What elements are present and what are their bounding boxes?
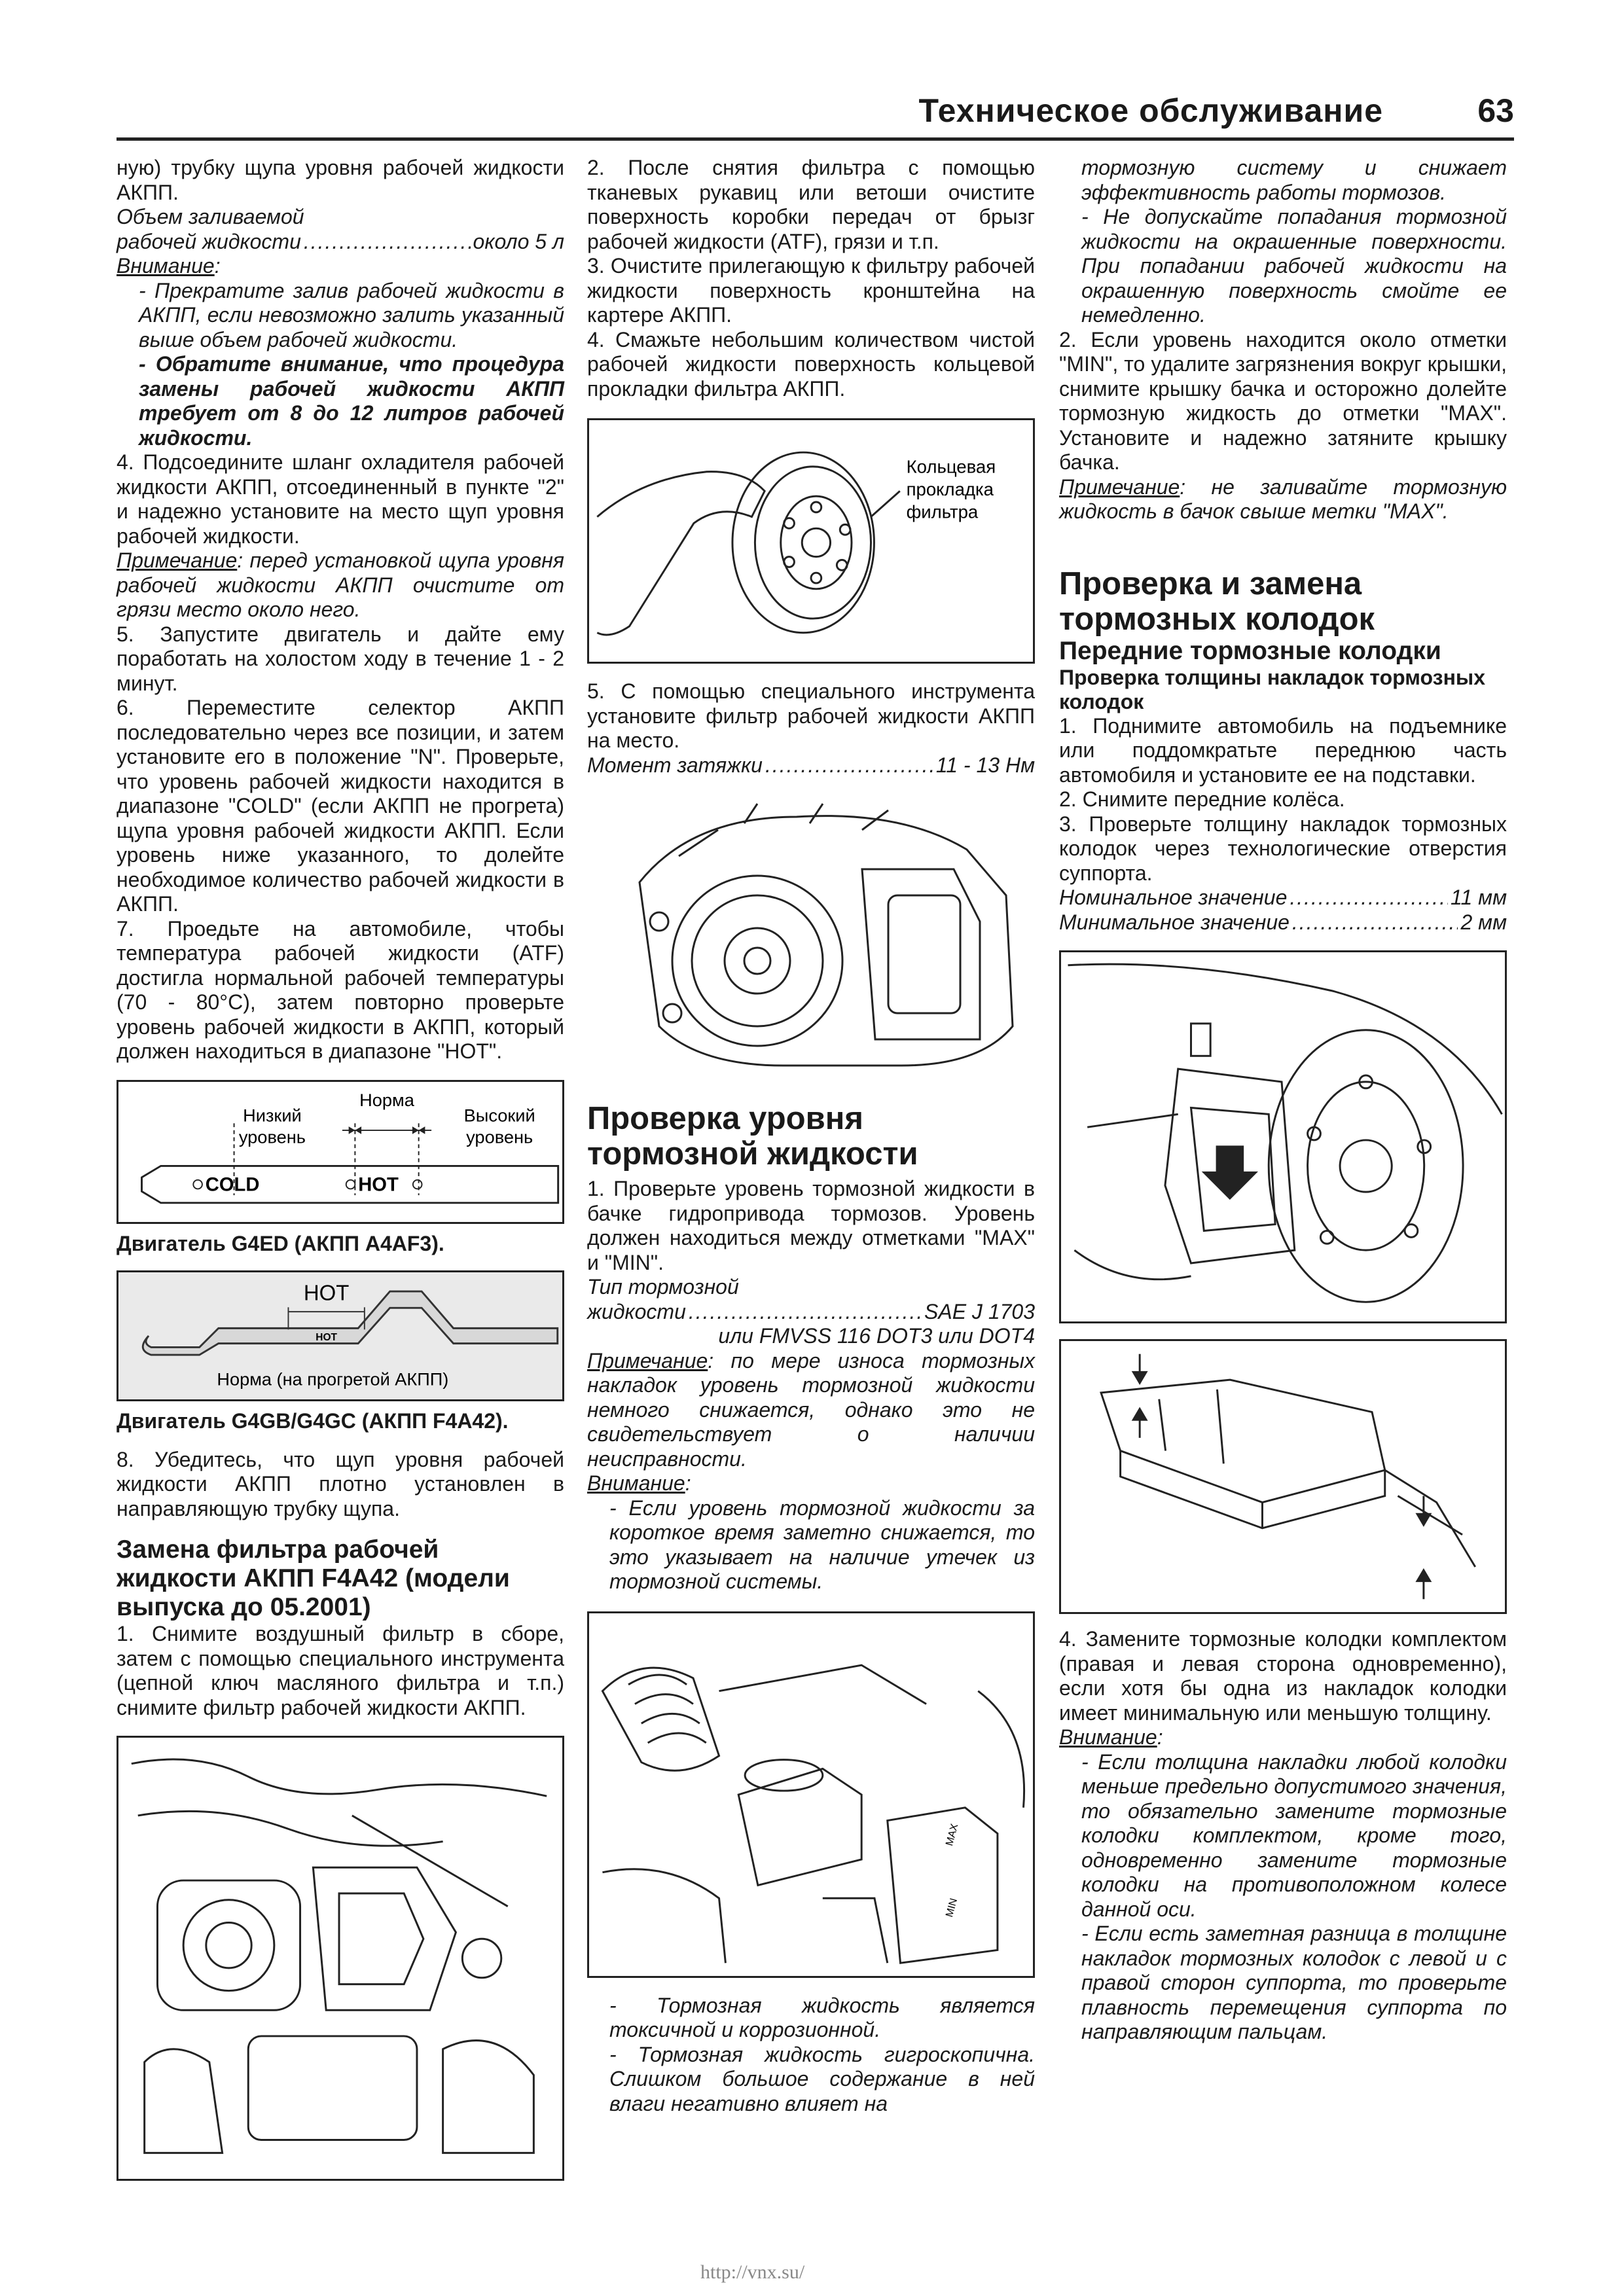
step: 2. После снятия фильтра с помощью тканевых рукавиц или ветоши очистите поверхность коробки передач от брызг рабочей жидкости (ATF), грязи и т.п. [587, 156, 1035, 253]
footer-url: http://vnx.su/ [700, 2261, 805, 2283]
label-hot-range: HOT [303, 1280, 350, 1305]
filter-figure [587, 418, 1035, 664]
label-max: MAX [944, 1822, 961, 1847]
attention-label: Внимание: [117, 254, 221, 278]
subsubsection-title: Проверка толщины накладок тормозных колодок [1059, 665, 1486, 713]
figure-caption: Двигатель G4ED (АКПП A4AF3). [117, 1231, 444, 1255]
column-2 [587, 156, 1035, 2116]
step: 2. Снимите передние колёса. [1059, 787, 1345, 811]
spec-label: Тип тормозной [587, 1275, 739, 1299]
note: Примечание: по мере износа тормозных накладок уровень тормозной жидкости немного снижается, однако это не свидетельствует о наличии неисправности. [587, 1348, 1035, 1471]
label-norm-hot: Норма (на прогретой АКПП) [217, 1369, 449, 1390]
column-3 [1059, 156, 1507, 2045]
warning: - Тормозная жидкость гигроскопична. Слишком большое содержание в ней влаги негативно влияет на [609, 2042, 1035, 2115]
dipstick-diagram-2 [118, 1272, 562, 1399]
attention-label: Внимание: [1059, 1725, 1163, 1749]
warning: - Не допускайте попадания тормозной жидкости на окрашенные поверхности. При попадании рабочей жидкости на окрашенную поверхность смойте ее немедленно. [1081, 205, 1507, 327]
label-gasket-3: фильтра [906, 501, 979, 522]
warning-bold: - Обратите внимание, что процедура замены рабочей жидкости АКПП требует от 8 до 12 литров рабочей жидкости. [139, 352, 564, 450]
paragraph: ную) трубку щупа уровня рабочей жидкости АКПП. [117, 156, 564, 204]
step: 4. Смажьте небольшим количеством чистой рабочей жидкости поверхность кольцевой прокладки фильтра АКПП. [587, 327, 1035, 401]
warning-continued: тормозную систему и снижает эффективность работы тормозов. [1081, 156, 1507, 204]
spec-row: Номинальное значение ..... 11 мм [1059, 886, 1507, 910]
page-header [117, 92, 1514, 141]
column-1 [117, 156, 564, 2181]
brake-pad-figure [1059, 1339, 1507, 1614]
step: 5. С помощью специального инструмента установите фильтр рабочей жидкости АКПП на место. [587, 679, 1035, 752]
label-cold: COLD [205, 1174, 260, 1195]
note: Примечание: перед установкой щупа уровня рабочей жидкости АКПП очистите от грязи место около него. [117, 548, 564, 621]
warning: - Если уровень тормозной жидкости за короткое время заметно снижается, то это указывает на наличие утечек из тормозной системы. [609, 1496, 1035, 1593]
label-hot: HOT [358, 1174, 399, 1195]
transmission-figure [587, 791, 1035, 1079]
step: 1. Снимите воздушный фильтр в сборе, затем с помощью специального инструмента (цепной ключ масляного фильтра и т.п.) снимите фильтр рабочей жидкости АКПП. [117, 1622, 564, 1719]
step: 8. Убедитесь, что щуп уровня рабочей жидкости АКПП плотно установлен в направляющую трубку щупа. [117, 1447, 564, 1520]
engine-bay-figure [117, 1736, 564, 2181]
filter-drawing [589, 420, 1033, 662]
label-high-2: уровень [466, 1126, 533, 1147]
brake-reservoir-drawing [589, 1613, 1033, 1976]
label-high: Высокий [463, 1104, 535, 1125]
dipstick-diagram [118, 1082, 562, 1222]
label-norm: Норма [359, 1089, 414, 1110]
label-min: MIN [944, 1897, 960, 1918]
step: 3. Очистите прилегающую к фильтру рабочей жидкости поверхность кронштейна на картере АКПП. [587, 254, 1035, 327]
section-title: Проверка уровня тормозной жидкости [587, 1101, 918, 1172]
spec-row: рабочей жидкости ..... около 5 л [117, 230, 564, 255]
spec-value: или FMVSS 116 DOT3 или DOT4 [718, 1324, 1035, 1348]
caliper-drawing [1061, 952, 1505, 1321]
dipstick-figure-g4ed [117, 1080, 564, 1224]
step: 4. Подсоедините шланг охладителя рабочей жидкости АКПП, отсоединенный в пункте "2" и надежно установите на место щуп уровня рабочей жидкости. [117, 450, 564, 548]
brake-pad-drawing [1061, 1341, 1505, 1612]
warning: - Если есть заметная разница в толщине накладок тормозных колодок с левой и с правой сторон суппорта, то проверьте плавность перемещения суппорта по направляющим пальцам. [1081, 1922, 1507, 2043]
section-title: Замена фильтра рабочей жидкости АКПП F4A42 (модели выпуска до 05.2001) [117, 1535, 510, 1621]
figure-caption: Двигатель G4GB/G4GC (АКПП F4A42). [117, 1408, 509, 1433]
attention-label: Внимание: [587, 1471, 691, 1495]
step: 6. Переместите селектор АКПП последовательно через все позиции, и затем установите его в положение "N". Проверьте, что уровень рабочей жидкости находится в диапазоне "COLD" (если АКПП не прогрета) щупа уровня рабочей жидкости АКПП. Если уровень ниже указанного, то долейте необходимое количество рабочей жидкости в АКПП. [117, 696, 564, 916]
page-title: Техническое обслуживание [918, 92, 1383, 129]
spec-label: Объем заливаемой [117, 205, 304, 228]
caliper-figure [1059, 950, 1507, 1323]
label-hot-mark: HOT [316, 1331, 338, 1343]
brake-reservoir-figure [587, 1611, 1035, 1978]
step: 1. Проверьте уровень тормозной жидкости в бачке гидропривода тормозов. Уровень должен находиться между отметками "MAX" и "MIN". [587, 1177, 1035, 1274]
step: 5. Запустите двигатель и дайте ему поработать на холостом ходу в течение 1 - 2 минут. [117, 622, 564, 695]
label-low-2: уровень [238, 1126, 306, 1147]
dipstick-figure-g4gb [117, 1270, 564, 1401]
step: 7. Проедьте на автомобиле, чтобы температура рабочей жидкости (ATF) достигла нормальной рабочей температуры (70 - 80°C), затем повторно проверьте уровень рабочей жидкости в АКПП, который должен находиться в диапазоне "HOT". [117, 916, 564, 1063]
warning: - Если толщина накладки любой колодки меньше предельно допустимого значения, то обязательно замените тормозные колодки комплектом, кроме того, одновременно замените тормозные колодки на противоположном колесе данной оси. [1081, 1749, 1507, 1921]
engine-bay-drawing [118, 1738, 562, 2179]
note: Примечание: не заливайте тормозную жидкость в бачок свыше метки "MAX". [1059, 475, 1507, 523]
step: 3. Проверьте толщину накладок тормозных колодок через технологические отверстия суппорта. [1059, 812, 1507, 885]
label-gasket: Кольцевая [906, 456, 996, 477]
spec-row: жидкости ..... SAE J 1703 [587, 1300, 1035, 1325]
page-number: 63 [1477, 92, 1514, 129]
warning: - Прекратите залив рабочей жидкости в АКПП, если невозможно залить указанный выше объем рабочей жидкости. [139, 278, 564, 351]
step: 1. Поднимите автомобиль на подъемнике или поддомкратьте переднюю часть автомобиля и установите ее на подставки. [1059, 713, 1507, 787]
step: 4. Замените тормозные колодки комплектом (правая и левая сторона одновременно), если хотя бы одна из накладок колодки имеет минимальную или меньшую толщину. [1059, 1627, 1507, 1725]
label-low: Низкий [243, 1104, 302, 1125]
step: 2. Если уровень находится около отметки "MIN", то удалите загрязнения вокруг крышки, снимите крышку бачка и осторожно долейте тормозную жидкость до отметки "MAX". Установите и надежно затяните крышку бачка. [1059, 327, 1507, 474]
spec-row: Момент затяжки ..... 11 - 13 Нм [587, 753, 1035, 778]
spec-row: Минимальное значение ..... 2 мм [1059, 910, 1507, 935]
label-gasket-2: прокладка [906, 479, 994, 500]
transmission-drawing [587, 791, 1035, 1079]
subsection-title: Передние тормозные колодки [1059, 636, 1441, 665]
warning: - Тормозная жидкость является токсичной и коррозионной. [609, 1993, 1035, 2041]
section-title: Проверка и замена тормозных колодок [1059, 565, 1375, 637]
